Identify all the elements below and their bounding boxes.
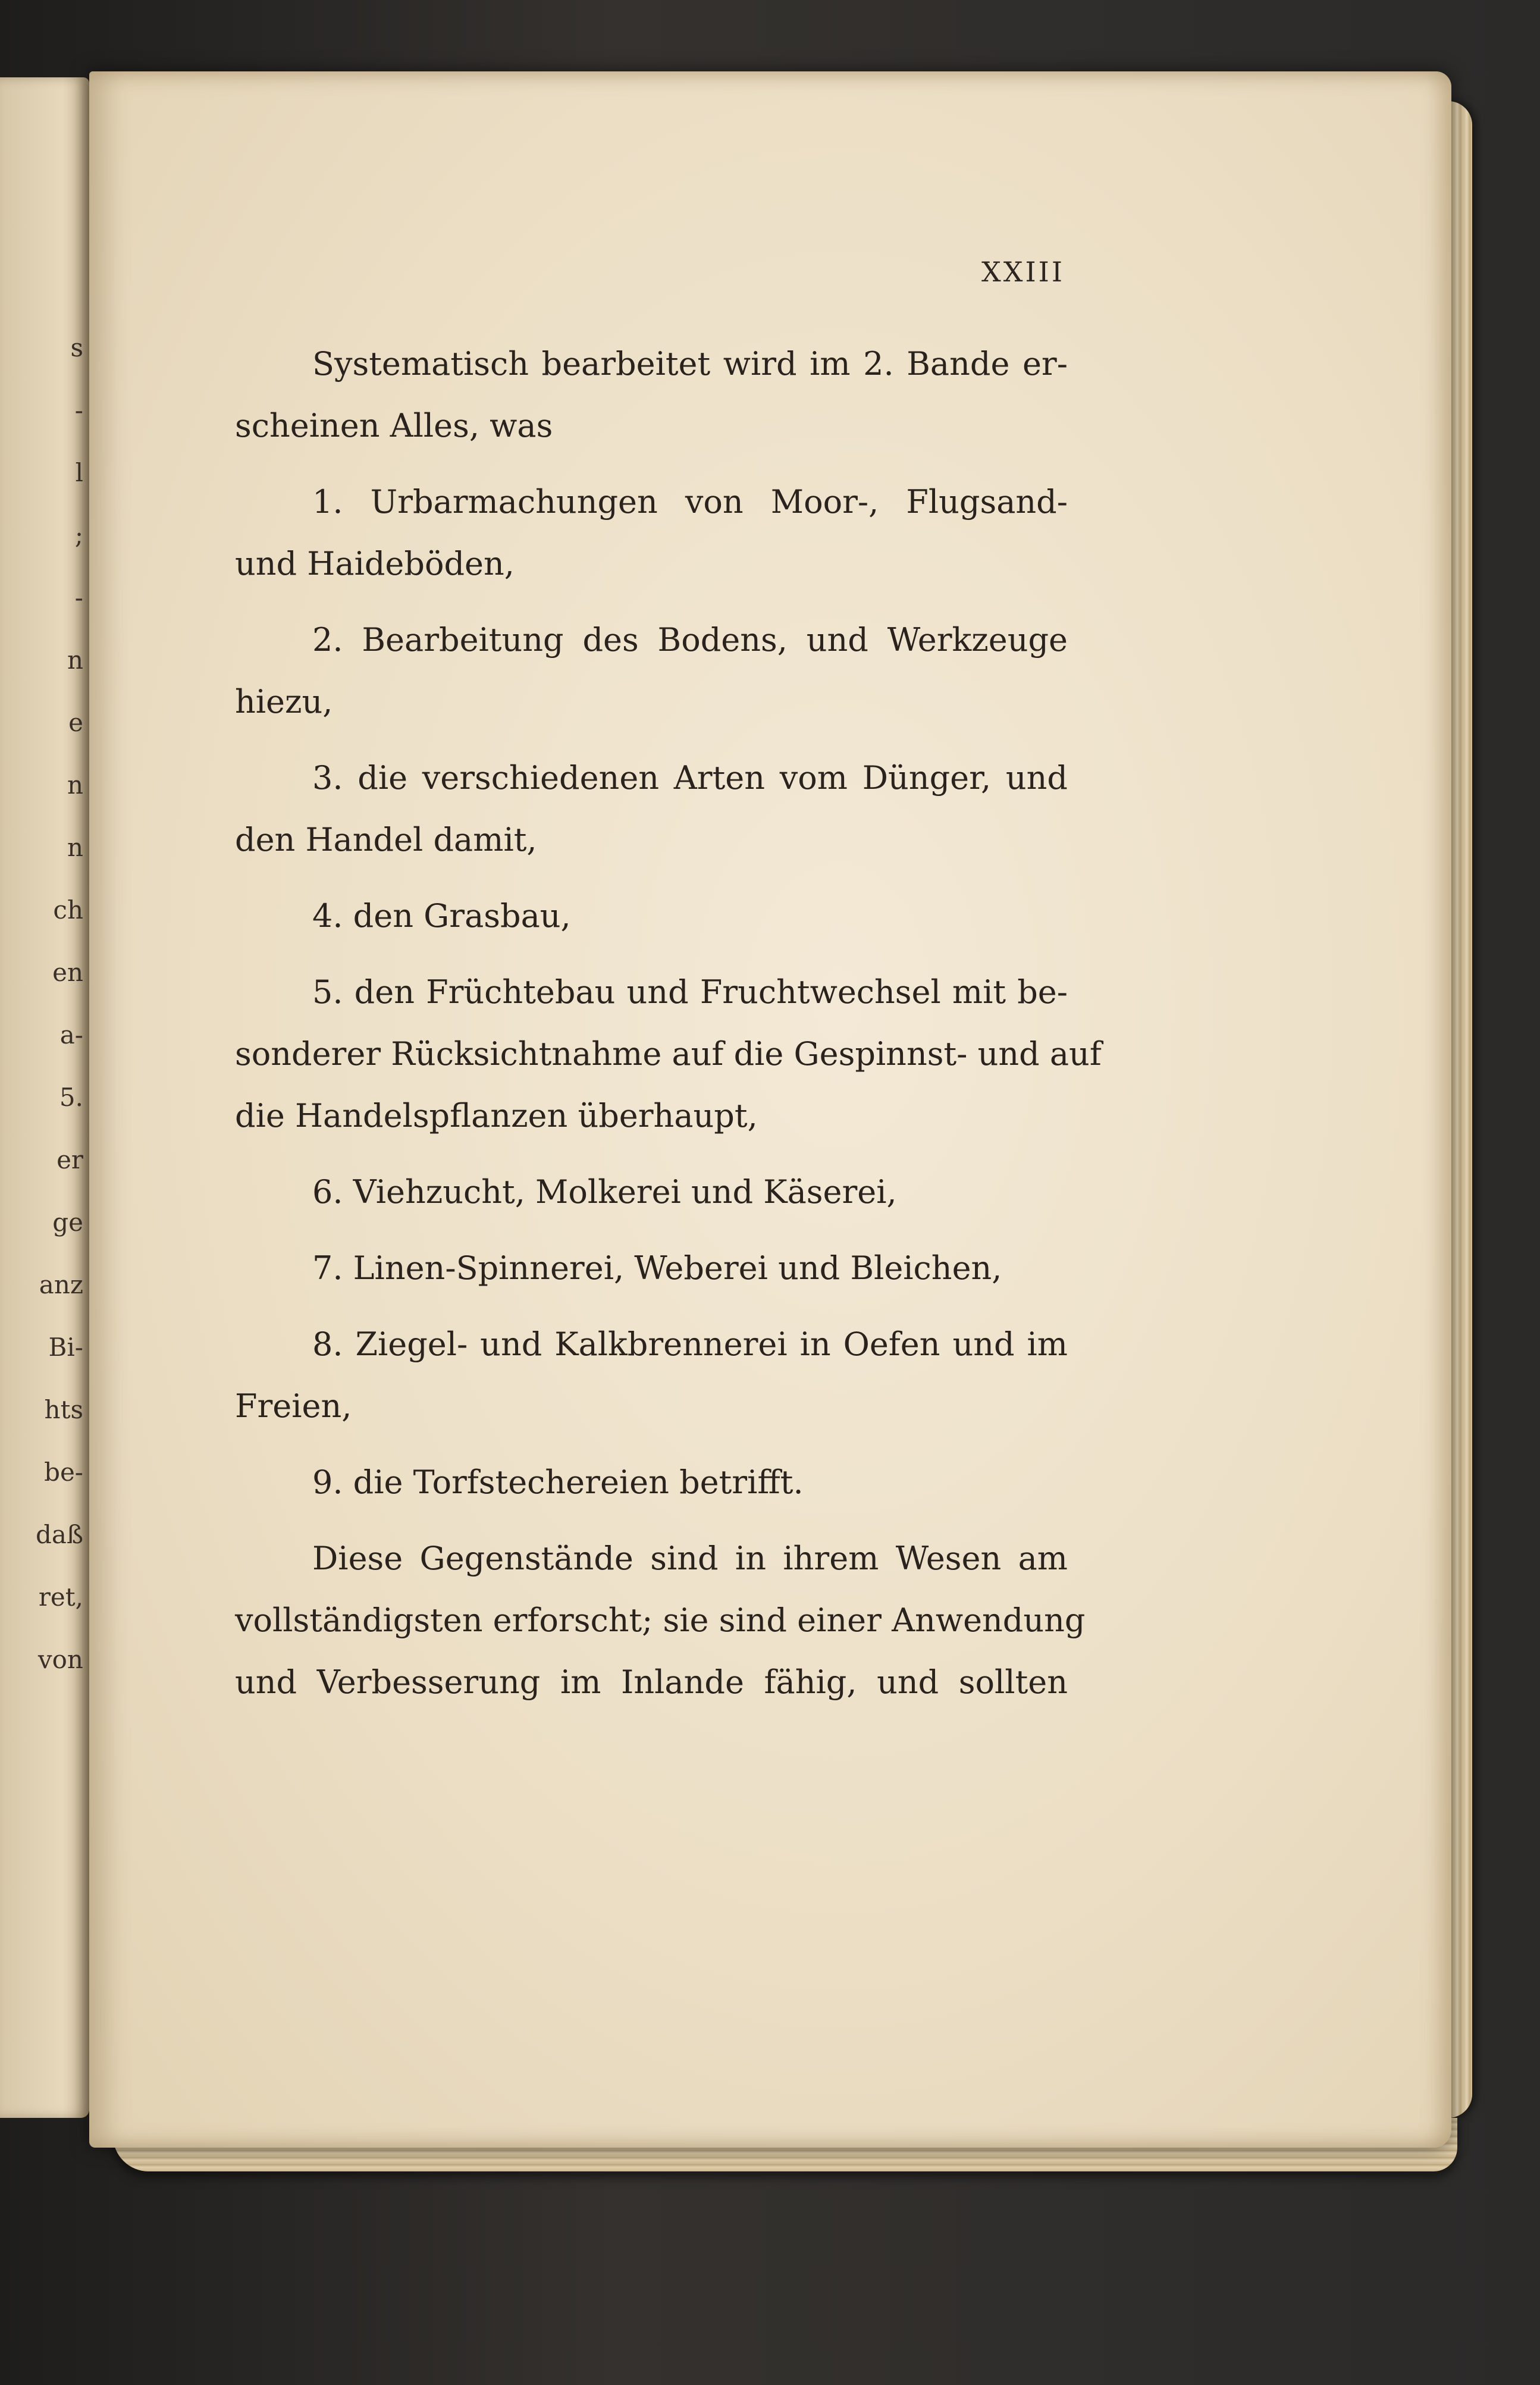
left-fragment: l (75, 458, 83, 487)
left-fragment: anz (39, 1270, 83, 1299)
left-fragment: be- (44, 1458, 83, 1487)
list-item-3-line: den Handel damit, (235, 821, 537, 858)
left-fragment: Bi- (48, 1333, 83, 1362)
list-item-3-line: 3. die verschiedenen Arten vom Dünger, und (312, 759, 1068, 797)
left-fragment: daß (36, 1520, 83, 1549)
list-item-2-line: 2. Bearbeitung des Bodens, und Werkzeuge (312, 621, 1068, 659)
left-fragment: - (74, 583, 83, 612)
text-line: scheinen Alles, was (235, 407, 553, 444)
text-line: vollständigsten erforscht; sie sind einer Anwendung (235, 1602, 1086, 1639)
left-fragment: e (68, 708, 83, 737)
list-item-9-line: 9. die Torfstechereien betrifft. (312, 1463, 804, 1501)
left-fragment: n (67, 770, 83, 800)
left-fragment: n (67, 833, 83, 862)
page-number: XXIII (981, 256, 1065, 288)
left-fragment: ret, (38, 1582, 83, 1612)
previous-page-sliver (0, 77, 89, 2118)
list-item-5-line: sonderer Rücksichtnahme auf die Gespinnst- und auf (235, 1035, 1102, 1073)
page-body (235, 333, 1102, 1713)
list-item-1-line: und Haideböden, (235, 545, 515, 582)
left-fragment: n (67, 645, 83, 675)
list-item-8-line: 8. Ziegel- und Kalkbrennerei in Oefen und im (312, 1325, 1068, 1363)
left-fragment: ge (52, 1208, 83, 1237)
left-fragment: von (37, 1645, 83, 1674)
list-item-7-line: 7. Linen-Spinnerei, Weberei und Bleichen, (312, 1249, 1002, 1287)
list-item-1-line: 1. Urbarmachungen von Moor-, Flugsand- (312, 483, 1068, 521)
left-fragment: 5. (59, 1083, 83, 1112)
list-item-6-line: 6. Viehzucht, Molkerei und Käserei, (312, 1173, 897, 1211)
left-fragment: en (52, 958, 83, 987)
left-fragment: a- (59, 1020, 83, 1049)
text-line: Diese Gegenstände sind in ihrem Wesen am (312, 1540, 1068, 1577)
left-fragment: ch (53, 895, 83, 924)
text-line: Systematisch bearbeitet wird im 2. Bande er- (312, 345, 1068, 383)
left-fragment: s (70, 333, 83, 362)
left-fragment: er (57, 1145, 83, 1174)
text-line: und Verbesserung im Inlande fähig, und sollten (235, 1663, 1068, 1701)
left-fragment: ; (74, 521, 83, 550)
left-fragment: - (74, 396, 83, 425)
list-item-4-line: 4. den Grasbau, (312, 897, 571, 935)
list-item-8-line: Freien, (235, 1387, 352, 1425)
left-fragment: hts (44, 1395, 83, 1424)
list-item-5-line: die Handelspflanzen überhaupt, (235, 1097, 758, 1134)
list-item-2-line: hiezu, (235, 683, 333, 720)
list-item-5-line: 5. den Früchtebau und Fruchtwechsel mit be- (312, 973, 1068, 1011)
